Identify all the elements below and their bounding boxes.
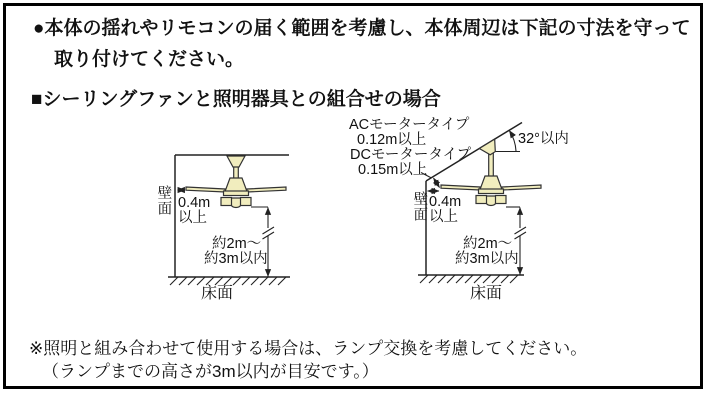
ac-motor-label: ACモータータイプ xyxy=(349,117,470,133)
dc-motor-value: 0.15m以上 xyxy=(358,162,428,178)
section-heading: ■シーリングファンと照明器具との組合せの場合 xyxy=(31,89,441,110)
wall-clearance-suffix-sloped: 以上 xyxy=(429,209,458,225)
footnote-text xyxy=(29,337,587,383)
slope-clearance-arrow xyxy=(434,178,440,188)
angle-label: 32°以内 xyxy=(518,131,569,147)
footnote-line-2: （ランプまでの高さが3m以内が目安です。） xyxy=(42,362,379,381)
floor-hatching xyxy=(420,275,518,283)
floor-label-flat: 床面 xyxy=(201,285,234,302)
height-range-line1-sloped: 約2m～ xyxy=(463,236,513,252)
notice-line-1: ●本体の揺れやリモコンの届く範囲を考慮し、本体周辺は下記の寸法を守って xyxy=(33,18,691,39)
notice-text xyxy=(33,13,690,75)
floor-label-sloped: 床面 xyxy=(470,285,503,302)
ac-motor-value: 0.12m以上 xyxy=(357,132,427,148)
height-range-line2-flat: 約3m以内 xyxy=(204,251,268,267)
wall-clearance-suffix-flat: 以上 xyxy=(178,210,207,226)
wall-clearance-value-sloped: 0.4m xyxy=(429,194,462,210)
height-range-line1-flat: 約2m～ xyxy=(212,236,262,252)
footnote-line-1: ※照明と組み合わせて使用する場合は、ランプ交換を考慮してください。 xyxy=(29,339,588,358)
angle-arc xyxy=(509,131,516,152)
notice-line-2: 取り付けてください。 xyxy=(54,49,245,70)
wall-clearance-value-flat: 0.4m xyxy=(178,195,211,211)
dc-motor-label: DCモータータイプ xyxy=(350,147,472,163)
wall-label-flat: 壁面 xyxy=(155,185,172,216)
wall-label-sloped: 壁面 xyxy=(411,191,428,222)
height-range-line2-sloped: 約3m以内 xyxy=(455,251,519,267)
floor-hatching xyxy=(170,277,286,285)
